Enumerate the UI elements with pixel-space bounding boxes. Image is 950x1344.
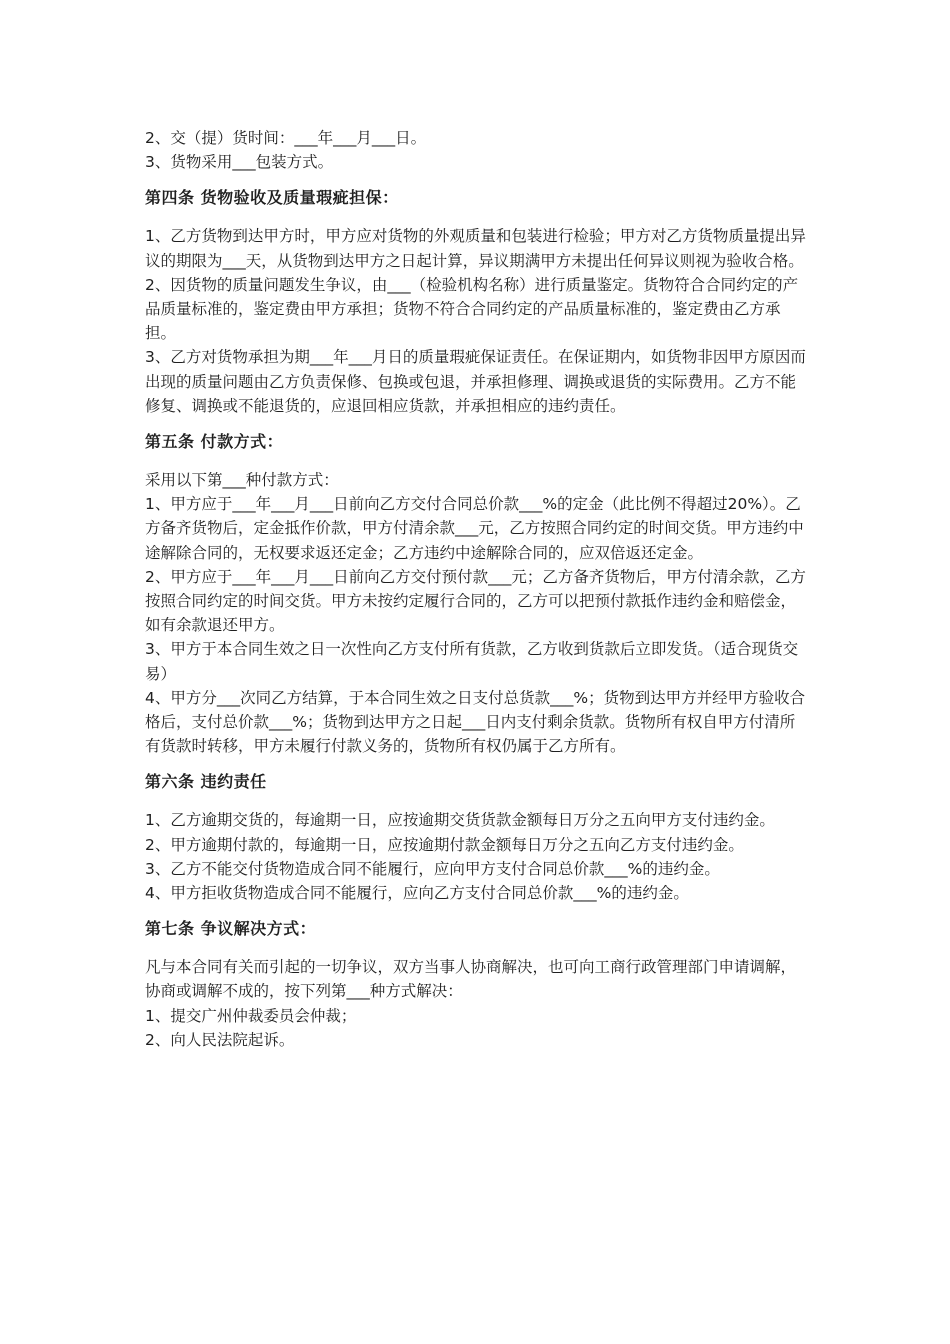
article-7-option-2: 2、向人民法院起诉。 — [145, 1030, 295, 1049]
article-5-clause-3: 3、甲方于本合同生效之日一次性向乙方支付所有货款，乙方收到货款后立即发货。（适合现货交易） — [145, 640, 799, 683]
article-5-clause-1: 1、甲方应于___年___月___日前向乙方交付合同总价款___%的定金（此比例不得超过20%）。乙方备齐货物后，定金抵作价款，甲方付清余款___元，乙方按照合同约定的时间交货。甲方违约中途解除合同的，无权要求返还定金；乙方违约中途解除合同的，应双倍返还定金。 — [145, 495, 804, 562]
section-heading-article-5: 第五条 付款方式： — [145, 432, 284, 452]
article-7-intro: 凡与本合同有关而引起的一切争议，双方当事人协商解决，也可向工商行政管理部门申请调解，协商或调解不成的，按下列第___种方式解决： — [145, 958, 797, 1001]
article-6-clause-1: 1、乙方逾期交货的，每逾期一日，应按逾期交货货款金额每日万分之五向甲方支付违约金。 — [145, 811, 775, 830]
contract-body — [145, 126, 810, 1052]
article-7-option-1: 1、提交广州仲裁委员会仲裁； — [145, 1006, 357, 1025]
article-6-clause-2: 2、甲方逾期付款的，每逾期一日，应按逾期付款金额每日万分之五向乙方支付违约金。 — [145, 835, 744, 854]
section-heading-article-7: 第七条 争议解决方式： — [145, 919, 317, 939]
article-4-clause-2: 2、因货物的质量问题发生争议，由___（检验机构名称）进行质量鉴定。货物符合合同约定的产品质量标准的，鉴定费由甲方承担；货物不符合合同约定的产品质量标准的，鉴定费由乙方承担。 — [145, 275, 799, 343]
article-5-clause-2: 2、甲方应于___年___月___日前向乙方交付预付款___元；乙方备齐货物后，甲方付清余款，乙方按照合同约定的时间交货。甲方未按约定履行合同的，乙方可以把预付款抵作违约金和赔偿金，如有余款退还甲方。 — [145, 567, 806, 635]
delivery-time-line: 2、交（提）货时间：___年___月___日。 — [145, 129, 427, 147]
article-4-clause-3: 3、乙方对货物承担为期___年___月日的质量瑕疵保证责任。在保证期内，如货物非因甲方原因而出现的质量问题由乙方负责保修、包换或包退，并承担修理、调换或退货的实际费用。乙方不能修复、调换或不能退货的，应退回相应货款，并承担相应的违约责任。 — [145, 348, 806, 415]
section-heading-article-6: 第六条 违约责任 — [145, 772, 267, 792]
article-4-clause-1: 1、乙方货物到达甲方时，甲方应对货物的外观质量和包装进行检验；甲方对乙方货物质量提出异议的期限为___天，从货物到达甲方之日起计算，异议期满甲方未提出任何异议则视为验收合格。 — [145, 227, 806, 270]
packaging-line: 3、货物采用___包装方式。 — [145, 153, 334, 172]
section-heading-article-4: 第四条 货物验收及质量瑕疵担保： — [145, 188, 399, 208]
article-5-intro: 采用以下第___种付款方式： — [145, 471, 339, 490]
article-6-clause-4: 4、甲方拒收货物造成合同不能履行，应向乙方支付合同总价款___%的违约金。 — [145, 884, 689, 903]
article-6-clause-3: 3、乙方不能交付货物造成合同不能履行，应向甲方支付合同总价款___%的违约金。 — [145, 859, 720, 878]
article-5-clause-4: 4、甲方分___次同乙方结算，于本合同生效之日支付总货款___%；货物到达甲方并经甲方验收合格后，支付总价款___%；货物到达甲方之日起___日内支付剩余货款。货物所有权自甲方付清所有货款时转移，甲方未履行付款义务的，货物所有权仍属于乙方所有。 — [145, 688, 806, 756]
